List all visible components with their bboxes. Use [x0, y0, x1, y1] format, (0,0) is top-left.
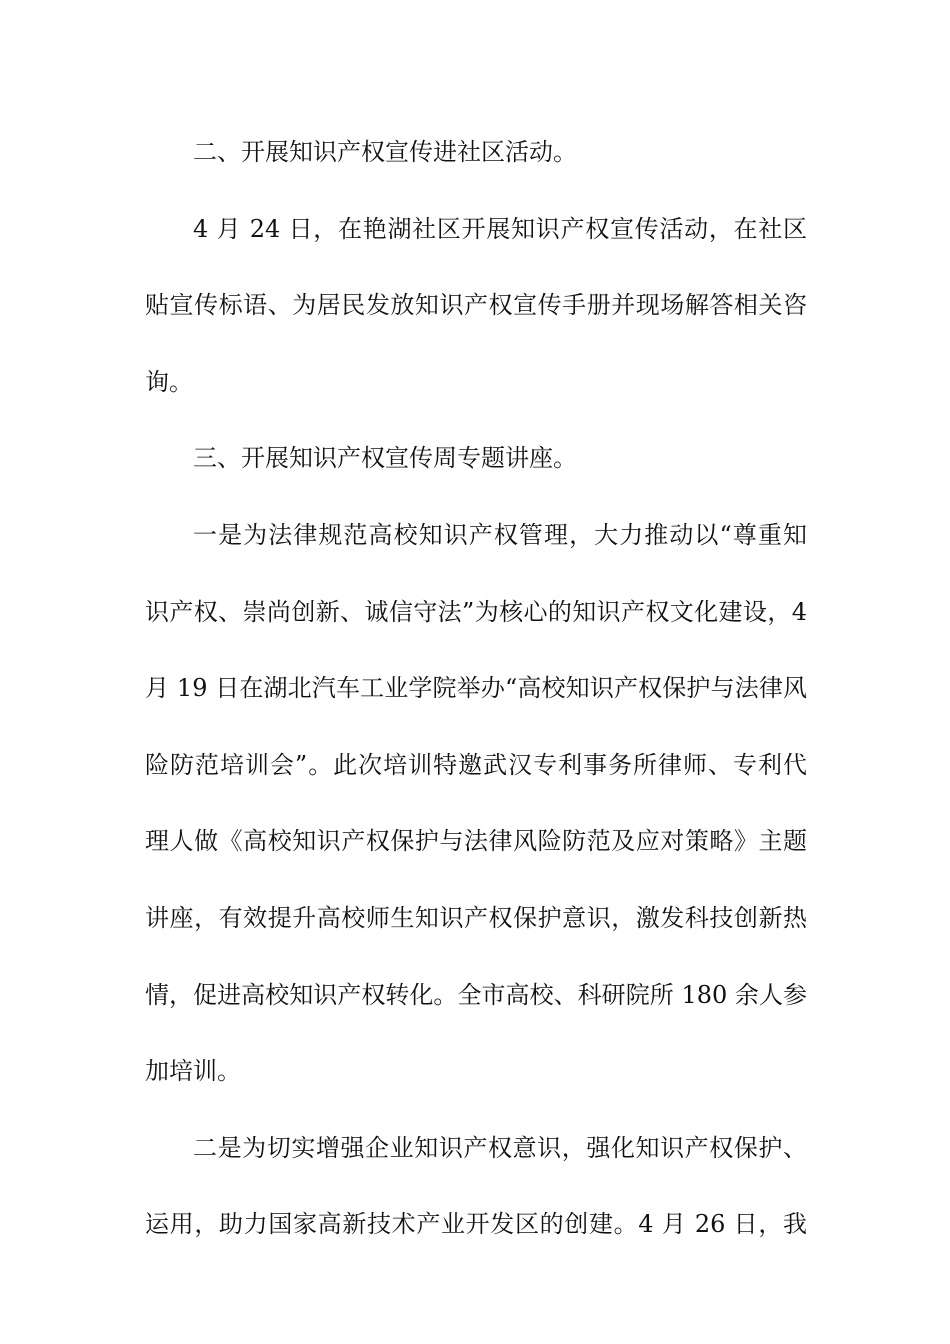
- paragraph-line: 4 月 24 日，在艳湖社区开展知识产权宣传活动，在社区: [193, 214, 807, 243]
- section-heading: 二、开展知识产权宣传进社区活动。: [193, 138, 577, 166]
- paragraph-line: 理人做《高校知识产权保护与法律风险防范及应对策略》主题: [145, 827, 807, 856]
- paragraph-line: 贴宣传标语、为居民发放知识产权宣传手册并现场解答相关咨: [145, 291, 807, 320]
- paragraph-line: 讲座，有效提升高校师生知识产权保护意识，激发科技创新热: [145, 903, 807, 932]
- section-heading: 三、开展知识产权宣传周专题讲座。: [193, 444, 577, 473]
- paragraph-line: 一是为法律规范高校知识产权管理，大力推动以“尊重知: [193, 520, 807, 549]
- document-page: [145, 114, 807, 1263]
- paragraph-line: 识产权、崇尚创新、诚信守法”为核心的知识产权文化建设，4: [145, 597, 807, 626]
- paragraph-line: 月 19 日在湖北汽车工业学院举办“高校知识产权保护与法律风: [145, 674, 807, 703]
- paragraph-line: 加培训。: [145, 1057, 241, 1086]
- paragraph-line: 询。: [145, 367, 193, 396]
- paragraph-line: 险防范培训会”。此次培训特邀武汉专利事务所律师、专利代: [145, 750, 807, 779]
- paragraph-line: 情，促进高校知识产权转化。全市高校、科研院所 180 余人参: [145, 980, 807, 1009]
- paragraph-line: 运用，助力国家高新技术产业开发区的创建。4 月 26 日，我: [145, 1210, 807, 1239]
- paragraph-line: 二是为切实增强企业知识产权意识，强化知识产权保护、: [193, 1133, 807, 1162]
